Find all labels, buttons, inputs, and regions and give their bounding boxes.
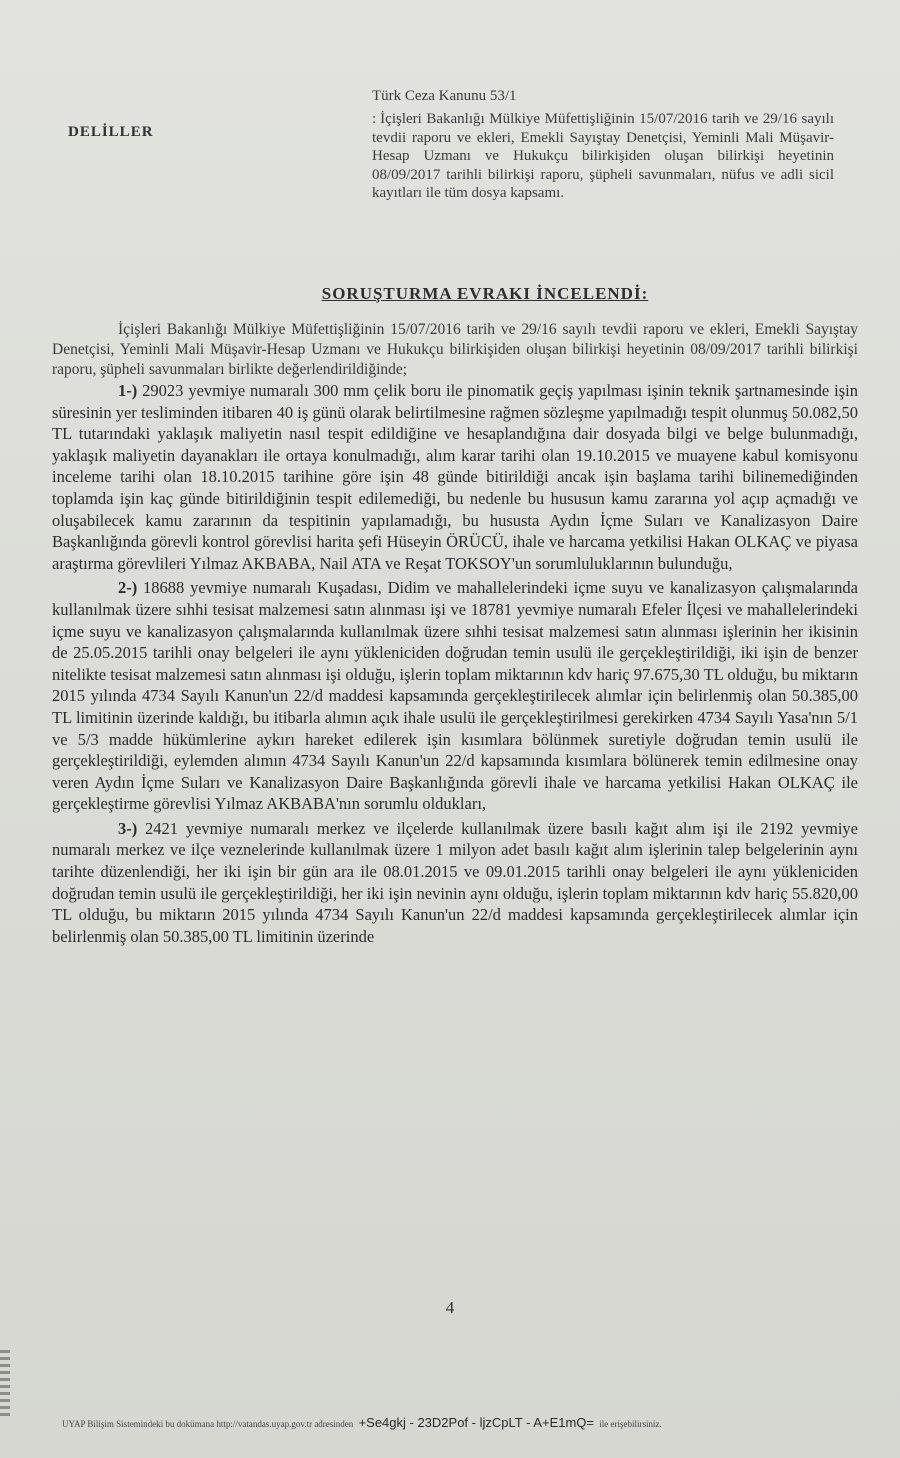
section-title: SORUŞTURMA EVRAKI İNCELENDİ:: [321, 284, 649, 303]
intro-paragraph: İçişleri Bakanlığı Mülkiye Müfettişliğinin 15/07/2016 tarih ve 29/16 sayılı tevdii raporu ve ekleri, Emekli Sayıştay Denetçisi, Yeminli Mali Müşavir-Hesap Uzmanı ve Hukukçu bilirkişiden oluşan bilirkişi heyetinin 08/09/2017 tarihli bilirkişi raporu, şüpheli savunmaları birlikte değerlendirildiğinde;: [52, 321, 858, 378]
evidence-label: DELİLLER: [68, 124, 154, 140]
page-number: 4: [445, 1298, 455, 1317]
evidence-colon: :: [372, 111, 377, 127]
footer-prefix: UYAP Bilişim Sistemindeki bu dokümana http://vatandas.uyap.gov.tr adresinden: [62, 1419, 354, 1429]
edge-mark: [0, 1350, 10, 1420]
document-body: [52, 320, 858, 947]
item-3-text: 2421 yevmiye numaralı merkez ve ilçelerde kullanılmak üzere basılı kağıt alım işi ile 2192 yevmiye numaralı merkez ve ilçe veznelerinde kullanılmak üzere 1 milyon adet basılı kağıt alım işlerinin talep belgelerinin aynı tarihte düzenlendiği, her iki işin bir gün ara ile 08.01.2015 ve 09.01.2015 tarihli onay belgeleri ile aynı yükleniciden doğrudan temin usulü ile gerçekleştirildiği, her iki işin nevinin aynı olduğu, işlerin toplam miktarının kdv hariç 55.820,00 TL olduğu, bu miktarın 2015 yılında 4734 Sayılı Kanun'un 22/d maddesi kapsamında gerçekleştirilecek alımlar için belirlenmiş olan 50.385,00 TL limitinin üzerinde: [52, 818, 858, 946]
item-1-paragraph: [52, 380, 858, 574]
item-2-text: 18688 yevmiye numaralı Kuşadası, Didim ve mahallelerindeki içme suyu ve kanalizasyon çalışmalarında kullanılmak üzere sıhhi tesisat malzemesi satın alınması işi ve 18781 yevmiye numaralı Efeler İlçesi ve mahallelerindeki içme suyu ve kanalizasyon çalışmalarında kullanılmak üzere sıhhi tesisat malzemesi satın alınması işlerinin her ikisinin de 25.05.2015 tarihli onay belgeleri ile aynı yükleniciden doğrudan temin usulü ile gerçekleştirildiği, iki işin de benzer nitelikte tesisat malzemesi satın alınması işi olduğu, işlerin toplam miktarının kdv hariç 97.675,30 TL olduğu, bu miktarın 2015 yılında 4734 Sayılı Kanun'un 22/d maddesi kapsamında gerçekleştirilecek alımlar için belirlenmiş olan 50.385,00 TL limitinin üzerinde kaldığı, bu itibarla alımın açık ihale usulü ile gerçekleştirilmesi gerekirken 4734 Sayılı Yasa'nın 5/1 ve 5/3 madde hükümlerine aykırı hareket edilerek işin kısımlara bölünmek suretiyle doğrudan temin usulü ile gerçekleştirildiği, eylemden alımın 4734 Sayılı Kanun'un 22/d kapsamında kısımlara bölünerek temin edilmesine onay veren Aydın İçme Suları ve Kanalizasyon Daire Başkanlığında görevli ihale ve harcama yetkilisi Hakan OLKAÇ ile gerçekleştirme görevlisi Yılmaz AKBABA'nın sorumlu oldukları,: [52, 578, 858, 814]
evidence-body: İçişleri Bakanlığı Mülkiye Müfettişliğinin 15/07/2016 tarih ve 29/16 sayılı tevdii raporu ve ekleri, Emekli Sayıştay Denetçisi, Yeminli Mali Müşavir-Hesap Uzmanı ve Hukukçu bilirkişiden oluşan bilirkişi heyetinin 08/09/2017 tarihli bilirkişi raporu, şüpheli savunmaları, nüfus ve adli sicil kayıtları ile tüm dosya kapsamı.: [372, 111, 834, 201]
item-3-paragraph: [52, 818, 858, 948]
footer-verification-code: +Se4gkj - 23D2Pof - ljzCpLT - A+E1mQ=: [358, 1415, 594, 1430]
law-reference: Türk Ceza Kanunu 53/1: [372, 88, 517, 104]
item-2-number: 2-): [118, 578, 138, 598]
evidence-text: [372, 110, 834, 203]
item-1-text: 29023 yevmiye numaralı 300 mm çelik boru ile pinomatik geçiş yapılması işinin teknik şartnamesinde işin süresinin yer tesliminden itibaren 40 iş günü olarak belirtilmesine rağmen sözleşme yapılmadığı tespit olunmuş 50.082,50 TL tutarındaki yaklaşık maliyetin nasıl tespit edildiğine ve hesaplandığına dair dosyada bilgi ve belge bulunmadığı, yaklaşık maliyetin dayanakları ile ortaya konulmadığı, alım karar tarihi olan 19.10.2015 ve muayene kabul komisyonu inceleme tarihi olan 18.10.2015 tarihine göre işin 48 günde bitirildiği ancak işin başlama tarihi bilinemediğinden toplamda işin kaç günde bitirildiğinin tespit edilemediği, bu nedenle bu hususun kamu zararına yol açıp açmadığı ve oluşabilecek kamu zararının da tespitinin yapılamadığı, bu hususta Aydın İçme Suları ve Kanalizasyon Daire Başkanlığında görevli kontrol görevlisi harita şefi Hüseyin ÖRÜCÜ, ihale ve harcama yetkilisi Hakan OLKAÇ ve piyasa araştırma görevlileri Yılmaz AKBABA, Nail ATA ve Reşat TOKSOY'un sorumluluklarının bulunduğu,: [52, 381, 858, 573]
footer: [62, 1415, 892, 1430]
footer-suffix: ile erişebilirsiniz.: [599, 1419, 662, 1429]
item-2-paragraph: [52, 577, 858, 815]
item-3-number: 3-): [118, 818, 138, 838]
item-1-number: 1-): [118, 381, 138, 400]
